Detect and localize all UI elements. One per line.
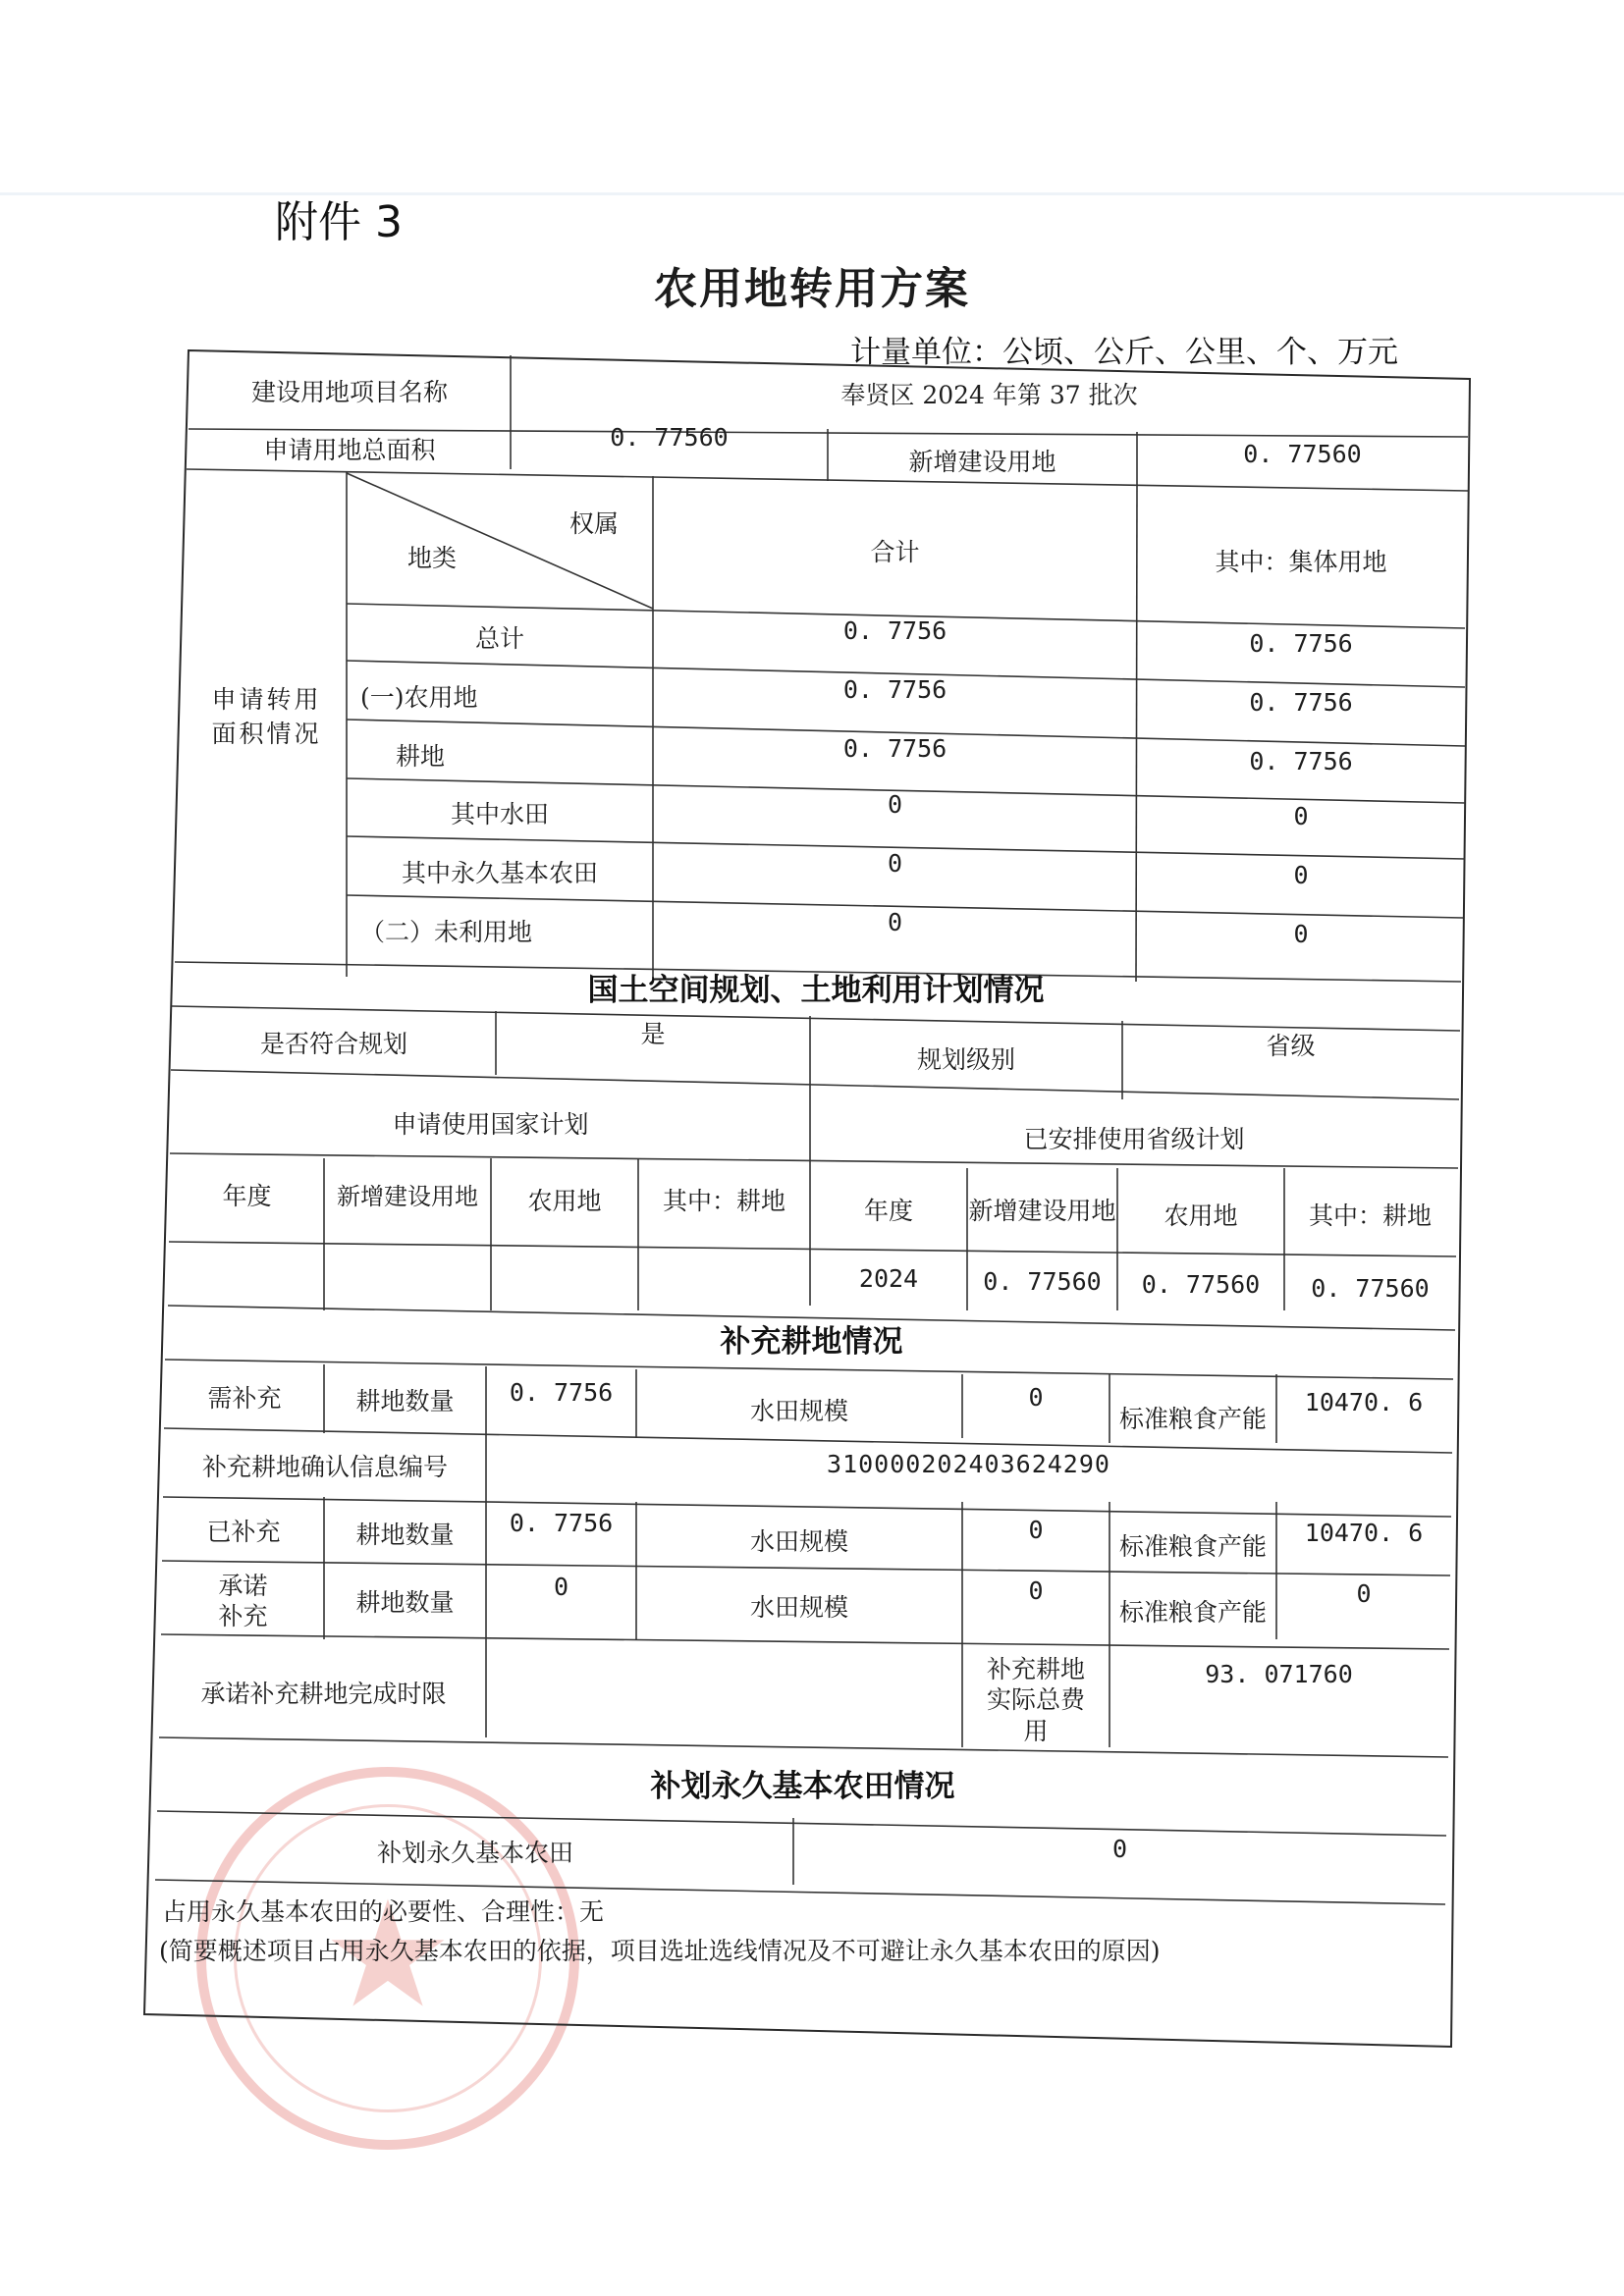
need-qty-value: 0. 7756 — [509, 1378, 614, 1407]
row-unused-sum: 0 — [887, 907, 903, 936]
need-paddy-label: 水田规模 — [749, 1397, 848, 1425]
row-farmland-sum: 0. 7756 — [842, 674, 947, 704]
plan-level-label: 规划级别 — [916, 1044, 1015, 1074]
provincial-year: 2024 — [858, 1263, 919, 1293]
section-title-planning: 国土空间规划、土地利用计划情况 — [587, 973, 1045, 1009]
deadline-value — [486, 1644, 962, 1742]
row-total-sum: 0. 7756 — [842, 615, 947, 645]
row-label-paddy: 其中水田 — [450, 799, 549, 828]
hdr-farmland-provincial: 农用地 — [1164, 1201, 1238, 1230]
promise-grain-label: 标准粮食产能 — [1118, 1598, 1267, 1627]
section-title-basic-farmland: 补划永久基本农田情况 — [650, 1769, 955, 1805]
row-total-collective: 0. 7756 — [1249, 628, 1353, 658]
hdr-year-provincial: 年度 — [863, 1197, 913, 1225]
national-year — [170, 1247, 324, 1306]
actual-cost-value: 93. 071760 — [1205, 1660, 1353, 1688]
col-header-collective: 其中：集体用地 — [1215, 548, 1387, 576]
row-label-total: 总计 — [474, 623, 524, 653]
new-construction-label: 新增建设用地 — [908, 447, 1056, 476]
row-farmland-collective: 0. 7756 — [1249, 687, 1353, 717]
row-paddy-collective: 0 — [1293, 801, 1309, 830]
row-unused-collective: 0 — [1293, 919, 1309, 948]
need-grain-label: 标准粮食产能 — [1118, 1404, 1267, 1433]
need-label: 需补充 — [207, 1384, 282, 1413]
need-qty-label: 耕地数量 — [355, 1387, 455, 1415]
national-farmland — [491, 1247, 638, 1306]
plan-level-value: 省级 — [1266, 1032, 1316, 1060]
explanation-note: (简要概述项目占用永久基本农田的依据，项目选址选线情况及不可避让永久基本农田的原因) — [159, 1937, 1161, 1965]
new-construction-value: 0. 77560 — [1243, 440, 1362, 468]
done-paddy-value: 0 — [1028, 1516, 1044, 1544]
hdr-newland-national: 新增建设用地 — [337, 1183, 478, 1210]
hdr-newland-provincial: 新增建设用地 — [968, 1197, 1116, 1225]
conversion-side-label: 申请转用 面积情况 — [211, 685, 322, 748]
project-name-value: 奉贤区 2024 年第 37 批次 — [840, 380, 1138, 409]
actual-cost-label: 补充耕地 实际总费 用 — [986, 1655, 1085, 1745]
row-label-cultivated: 耕地 — [396, 741, 446, 771]
promise-paddy-value: 0 — [1028, 1576, 1044, 1605]
promise-qty-value: 0 — [553, 1573, 569, 1601]
done-qty-value: 0. 7756 — [509, 1509, 614, 1537]
compliant-label: 是否符合规划 — [259, 1029, 407, 1058]
basic-farmland-label: 补划永久基本农田 — [376, 1839, 573, 1867]
row-label-permanent: 其中永久基本农田 — [401, 858, 598, 887]
promise-label: 承诺 补充 — [218, 1571, 268, 1630]
compliant-value: 是 — [640, 1020, 666, 1048]
provincial-cultivated: 0. 77560 — [1311, 1273, 1430, 1303]
diagonal-header-ownership: 权属 — [568, 508, 619, 538]
diagonal-header-landtype: 地类 — [406, 543, 457, 572]
confirm-number-label: 补充耕地确认信息编号 — [201, 1452, 448, 1481]
national-cultivated — [638, 1247, 810, 1306]
hdr-farmland-national: 农用地 — [527, 1187, 602, 1215]
need-grain-value: 10470. 6 — [1304, 1388, 1424, 1416]
total-area-value: 0. 77560 — [610, 422, 729, 452]
provincial-newland: 0. 77560 — [983, 1266, 1102, 1296]
provincial-plan-label: 已安排使用省级计划 — [1023, 1124, 1245, 1153]
row-permanent-collective: 0 — [1293, 860, 1309, 889]
row-cultivated-sum: 0. 7756 — [842, 733, 947, 763]
unit-note: 计量单位：公顷、公斤、公里、个、万元 — [850, 335, 1398, 370]
hdr-cultivated-national: 其中：耕地 — [662, 1187, 785, 1215]
row-paddy-sum: 0 — [887, 789, 903, 819]
done-grain-label: 标准粮食产能 — [1118, 1531, 1267, 1561]
national-newland — [324, 1247, 491, 1306]
section-title-supplement: 补充耕地情况 — [720, 1323, 903, 1360]
col-header-total: 合计 — [870, 538, 920, 566]
need-paddy-value: 0 — [1028, 1383, 1044, 1412]
basic-farmland-value: 0 — [1111, 1835, 1128, 1863]
attachment-label: 附件 3 — [275, 197, 403, 247]
seal-star-icon: ★ — [321, 1870, 455, 2041]
necessity-note: 占用永久基本农田的必要性、合理性：无 — [162, 1897, 605, 1926]
promise-grain-value: 0 — [1356, 1579, 1372, 1608]
project-name-label: 建设用地项目名称 — [250, 378, 448, 406]
hdr-cultivated-provincial: 其中：耕地 — [1308, 1201, 1432, 1230]
done-label: 已补充 — [206, 1517, 281, 1546]
confirm-number-value: 310000202403624290 — [827, 1449, 1110, 1478]
total-area-label: 申请用地总面积 — [263, 435, 436, 464]
deadline-label: 承诺补充耕地完成时限 — [200, 1679, 447, 1708]
national-plan-label: 申请使用国家计划 — [392, 1109, 589, 1139]
row-label-farmland: (一)农用地 — [360, 682, 478, 712]
hdr-year-national: 年度 — [222, 1182, 272, 1210]
promise-paddy-label: 水田规模 — [749, 1593, 848, 1622]
done-qty-label: 耕地数量 — [355, 1520, 455, 1549]
done-paddy-label: 水田规模 — [749, 1526, 848, 1556]
row-cultivated-collective: 0. 7756 — [1249, 746, 1353, 775]
row-permanent-sum: 0 — [887, 848, 903, 878]
promise-qty-label: 耕地数量 — [355, 1588, 455, 1617]
done-grain-value: 10470. 6 — [1304, 1519, 1424, 1547]
provincial-farmland: 0. 77560 — [1141, 1269, 1261, 1299]
row-label-unused: （二）未利用地 — [360, 917, 533, 946]
document-title: 农用地转用方案 — [654, 264, 970, 314]
